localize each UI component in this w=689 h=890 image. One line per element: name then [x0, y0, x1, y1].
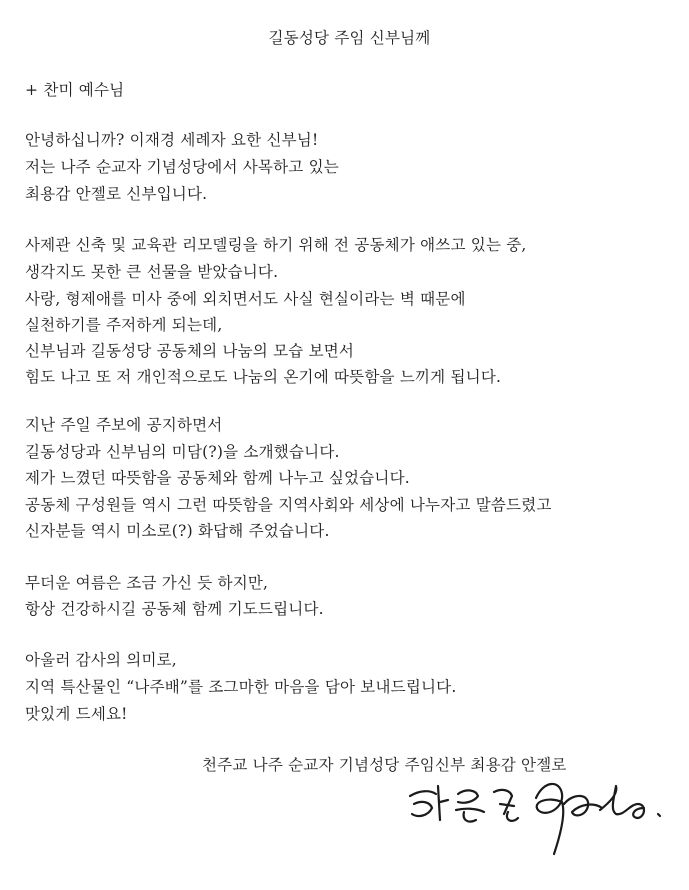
paragraph-line: 맛있게 드세요!: [25, 705, 128, 723]
paragraph-line: 신부님과 길동성당 공동체의 나눔의 모습 보면서: [25, 342, 355, 360]
paragraph-line: 지역 특산물인 “나주배”를 조그마한 마음을 담아 보내드립니다.: [25, 678, 457, 696]
paragraph-line: 저는 나주 순교자 기념성당에서 사목하고 있는: [25, 158, 339, 176]
paragraph-line: 공동체 구성원들 역시 그런 따뜻함을 지역사회와 세상에 나누자고 말씀드렸고: [25, 496, 552, 514]
paragraph-line: 사제관 신축 및 교육관 리모델링을 하기 위해 전 공동체가 애쓰고 있는 중,: [25, 236, 527, 254]
paragraph-line: 제가 느꼈던 따뜻함을 공동체와 함께 나누고 싶었습니다.: [25, 469, 410, 487]
paragraph-line: 사랑, 형제애를 미사 중에 외치면서도 사실 현실이라는 벽 때문에: [25, 290, 466, 308]
paragraph-line: 신자분들 역시 미소로(?) 화답해 주었습니다.: [25, 522, 330, 540]
letter-title: 길동성당 주임 신부님께: [268, 29, 431, 47]
paragraph-line: 길동성당과 신부님의 미담(?)을 소개했습니다.: [25, 443, 340, 461]
sender-line: 천주교 나주 순교자 기념성당 주임신부 최용감 안젤로: [202, 756, 567, 774]
paragraph-line: 최용감 안젤로 신부입니다.: [25, 185, 208, 203]
paragraph-line: 지난 주일 주보에 공지하면서: [25, 416, 223, 434]
paragraph-line: 아울러 감사의 의미로,: [25, 651, 177, 669]
paragraph-line: 생각지도 못한 큰 선물을 받았습니다.: [25, 263, 279, 281]
greeting: + 찬미 예수님: [25, 81, 125, 99]
paragraph-line: 항상 건강하시길 공동체 함께 기도드립니다.: [25, 600, 324, 618]
paragraph-line: 무더운 여름은 조금 가신 듯 하지만,: [25, 574, 269, 592]
handwritten-signature-icon: [404, 774, 674, 860]
paragraph-line: 힘도 나고 또 저 개인적으로도 나눔의 온기에 따뜻함을 느끼게 됩니다.: [25, 368, 502, 386]
paragraph-line: 실천하기를 주저하게 되는데,: [25, 316, 223, 334]
paragraph-line: 안녕하십니까? 이재경 세례자 요한 신부님!: [25, 131, 319, 149]
